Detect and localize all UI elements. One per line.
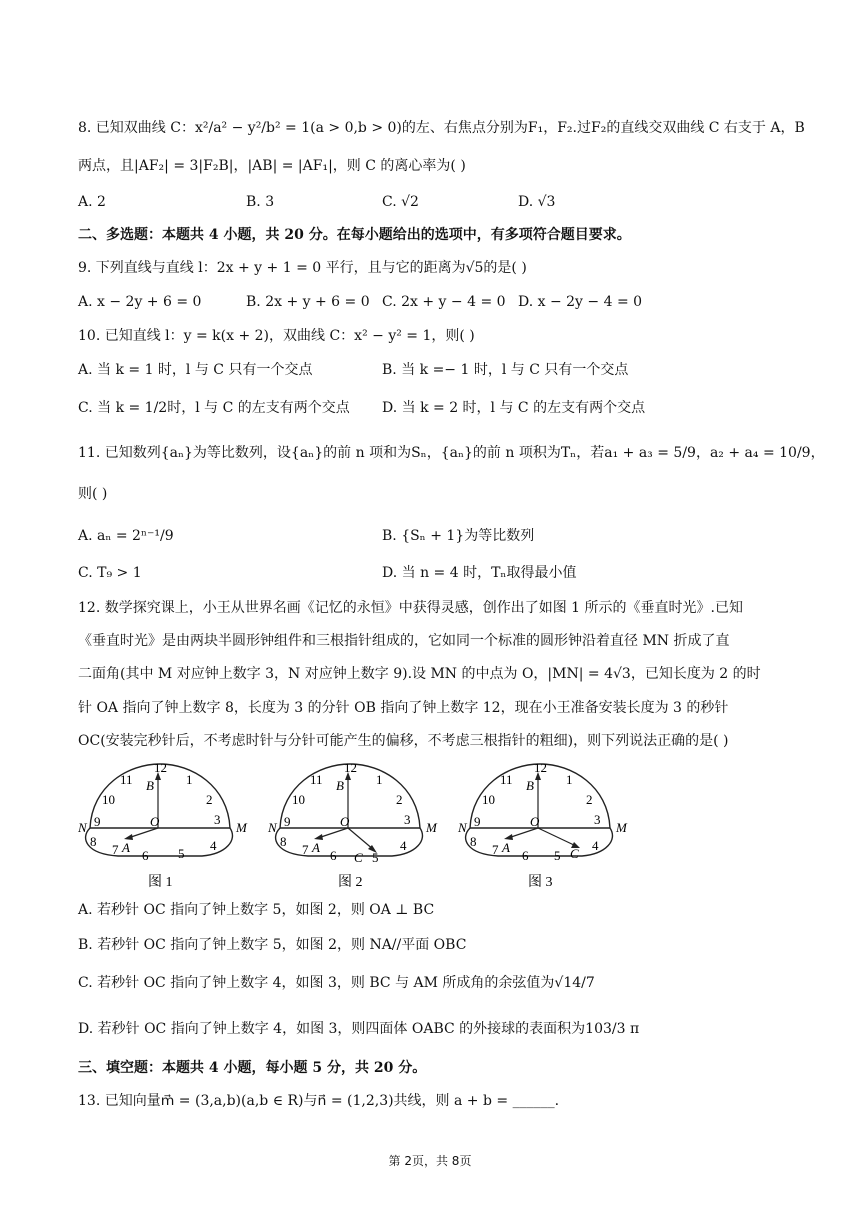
q11-option-d: D. 当 n = 4 时，Tₙ取得最小值 (382, 565, 577, 581)
clock-figures (78, 758, 638, 894)
fig1-num-10: 10 (102, 792, 115, 807)
fig1-num-8: 8 (90, 834, 97, 849)
fig2-num-4: 4 (400, 838, 407, 853)
section-heading-multiple-choice: 二、多选题：本题共 4 小题，共 20 分。在每小题给出的选项中，有多项符合题目要求。 (78, 227, 631, 243)
q9-option-c: C. 2x + y − 4 = 0 (382, 294, 506, 310)
fig2-num-8: 8 (280, 834, 287, 849)
q11-option-b: B. {Sₙ + 1}为等比数列 (382, 528, 535, 544)
fig2-label-a: A (312, 840, 320, 855)
q10-option-b: B. 当 k =− 1 时，l 与 C 只有一个交点 (382, 362, 629, 378)
fig2-num-5: 5 (372, 850, 379, 865)
fig2-label-c: C (354, 850, 363, 865)
q11-stem-line1: 11. 已知数列{aₙ}为等比数列，设{aₙ}的前 n 项和为Sₙ，{aₙ}的前 n 项积为Tₙ，若a₁ + a₃ = 5/9，a₂ + a₄ = 10/9， (78, 445, 825, 461)
q12-stem-line3: 二面角(其中 M 对应钟上数字 3，N 对应钟上数字 9).设 MN 的中点为 O，|MN| = 4√3，已知长度为 2 的时 (78, 666, 761, 682)
q8-option-a: A. 2 (78, 194, 106, 210)
q9-option-b: B. 2x + y + 6 = 0 (246, 294, 370, 310)
q12-option-a: A. 若秒针 OC 指向了钟上数字 5，如图 2，则 OA ⊥ BC (78, 902, 435, 918)
fig2-num-9: 9 (284, 814, 291, 829)
fig1-num-9: 9 (94, 814, 101, 829)
fig3-label-n: N (458, 820, 467, 835)
fig1-caption: 图 1 (148, 875, 173, 890)
fig1-num-2: 2 (206, 792, 213, 807)
q8-stem-line1: 8. 已知双曲线 C：x²/a² − y²/b² = 1(a > 0,b > 0)的左、右焦点分别为F₁，F₂.过F₂的直线交双曲线 C 右支于 A，B (78, 120, 805, 136)
fig2-num-7: 7 (302, 842, 309, 857)
q10-option-a: A. 当 k = 1 时，l 与 C 只有一个交点 (78, 362, 313, 378)
q10-option-c: C. 当 k = 1/2时，l 与 C 的左支有两个交点 (78, 400, 350, 416)
q12-stem-line5: OC(安装完秒针后，不考虑时针与分针可能产生的偏移，不考虑三根指针的粗细)，则下列说法正确的是( ) (78, 733, 729, 749)
fig3-label-o: O (530, 814, 540, 829)
q11-stem-line2: 则( ) (78, 486, 108, 502)
fig3-num-3: 3 (594, 812, 601, 827)
q12-stem-line1: 12. 数学探究课上，小王从世界名画《记忆的永恒》中获得灵感，创作出了如图 1 所示的《垂直时光》.已知 (78, 600, 743, 616)
fig3-num-6: 6 (522, 848, 529, 863)
q12-option-c: C. 若秒针 OC 指向了钟上数字 4，如图 3，则 BC 与 AM 所成角的余弦值为√14/7 (78, 975, 595, 991)
fig1-num-6: 6 (142, 848, 149, 863)
fig3-num-4: 4 (592, 838, 599, 853)
q12-option-d: D. 若秒针 OC 指向了钟上数字 4，如图 3，则四面体 OABC 的外接球的表面积为103/3 π (78, 1021, 640, 1037)
fig1-num-3: 3 (214, 812, 221, 827)
fig3-num-12: 12 (534, 760, 547, 775)
fig1-num-5: 5 (178, 846, 185, 861)
figure-2 (267, 760, 438, 890)
q10-option-d: D. 当 k = 2 时，l 与 C 的左支有两个交点 (382, 400, 646, 416)
fig2-label-m: M (426, 820, 437, 835)
fig3-num-10: 10 (482, 792, 495, 807)
q12-stem-line2: 《垂直时光》是由两块半圆形钟组件和三根指针组成的，它如同一个标准的圆形钟沿着直径 MN 折成了直 (78, 633, 730, 649)
fig3-label-a: A (502, 840, 510, 855)
q8-option-b: B. 3 (246, 194, 275, 210)
figure-1 (78, 760, 248, 890)
fig3-num-8: 8 (470, 834, 477, 849)
fig2-label-n: N (268, 820, 277, 835)
fig1-num-12: 12 (154, 760, 167, 775)
fig1-num-11: 11 (120, 772, 133, 787)
fig1-label-o: O (150, 814, 160, 829)
fig1-label-m: M (236, 820, 247, 835)
fig1-label-a: A (122, 840, 130, 855)
fig1-label-n: N (78, 820, 87, 835)
q8-option-d: D. √3 (518, 194, 556, 210)
fig3-caption: 图 3 (528, 875, 553, 890)
q9-option-a: A. x − 2y + 6 = 0 (78, 294, 202, 310)
fig3-label-c: C (570, 846, 579, 861)
q13-stem: 13. 已知向量m⃗ = (3,a,b)(a,b ∈ R)与n⃗ = (1,2,3)共线，则 a + b = ______. (78, 1093, 560, 1109)
fig1-num-7: 7 (112, 842, 119, 857)
fig1-label-b: B (146, 778, 154, 793)
fig3-num-9: 9 (474, 814, 481, 829)
fig2-num-2: 2 (396, 792, 403, 807)
q11-option-a: A. aₙ = 2ⁿ⁻¹/9 (78, 528, 174, 544)
q12-stem-line4: 针 OA 指向了钟上数字 8，长度为 3 的分针 OB 指向了钟上数字 12，现在小王准备安装长度为 3 的秒针 (78, 700, 729, 716)
figure-3 (457, 760, 628, 890)
q11-option-c: C. T₉ > 1 (78, 565, 142, 581)
q8-stem-line2: 两点，且|AF₂| = 3|F₂B|，|AB| = |AF₁|，则 C 的离心率为( ) (78, 158, 466, 174)
q12-option-b: B. 若秒针 OC 指向了钟上数字 5，如图 2，则 NA//平面 OBC (78, 937, 467, 953)
fig3-num-7: 7 (492, 842, 499, 857)
fig3-num-2: 2 (586, 792, 593, 807)
fig3-num-1: 1 (566, 772, 573, 787)
fig3-label-b: B (526, 778, 534, 793)
fig2-caption: 图 2 (338, 875, 363, 890)
fig2-num-12: 12 (344, 760, 357, 775)
q10-stem: 10. 已知直线 l：y = k(x + 2)，双曲线 C：x² − y² = 1，则( ) (78, 328, 475, 344)
section-heading-fill-in: 三、填空题：本题共 4 小题，每小题 5 分，共 20 分。 (78, 1060, 427, 1076)
fig2-num-1: 1 (376, 772, 383, 787)
fig3-num-5: 5 (554, 848, 561, 863)
fig2-num-10: 10 (292, 792, 305, 807)
fig3-label-m: M (616, 820, 627, 835)
fig2-num-6: 6 (330, 848, 337, 863)
q8-option-c: C. √2 (382, 194, 419, 210)
fig2-label-o: O (340, 814, 350, 829)
fig3-num-11: 11 (500, 772, 513, 787)
fig2-num-11: 11 (310, 772, 323, 787)
fig2-label-b: B (336, 778, 344, 793)
fig2-num-3: 3 (404, 812, 411, 827)
fig1-num-1: 1 (186, 772, 193, 787)
page-number-footer: 第 2页，共 8页 (388, 1154, 472, 1168)
q9-stem: 9. 下列直线与直线 l：2x + y + 1 = 0 平行，且与它的距离为√5的是( ) (78, 260, 527, 276)
q9-option-d: D. x − 2y − 4 = 0 (518, 294, 643, 310)
fig1-num-4: 4 (210, 838, 217, 853)
